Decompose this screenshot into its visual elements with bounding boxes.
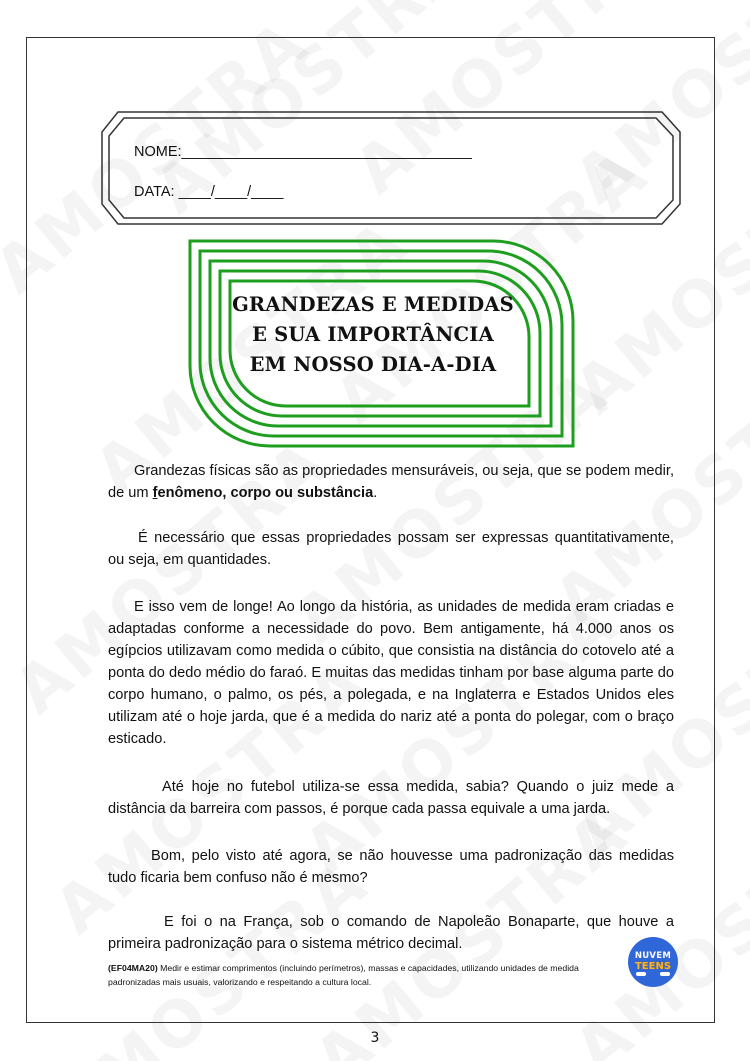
- title-line-2: E SUA IMPORTÂNCIA: [252, 323, 494, 346]
- paragraph-2: É necessário que essas propriedades possam ser expressas quantitativamente, ou seja, em quantidades.: [108, 530, 674, 568]
- paragraph-1: Grandezas físicas são as propriedades mensuráveis, ou seja, que se podem medir, de um fenômeno, corpo ou substância.: [108, 463, 674, 501]
- page-title: [228, 290, 518, 380]
- name-blank: ____________________________________: [181, 144, 472, 160]
- logo-line-1: NUVEM: [634, 951, 672, 961]
- bold-phrase: enômeno, corpo ou substância: [157, 485, 374, 501]
- name-label: NOME:: [134, 144, 182, 160]
- logo-line-2: TEENS: [634, 961, 672, 972]
- nuvem-teens-logo: [628, 937, 678, 987]
- paragraph-5: Bom, pelo visto até agora, se não houvesse uma padronização das medidas tudo ficaria bem confuso não é mesmo?: [108, 848, 674, 886]
- title-line-3: EM NOSSO DIA-A-DIA: [249, 353, 497, 376]
- bncc-code: (EF04MA20): [108, 963, 158, 973]
- name-date-box-frame: [100, 110, 682, 226]
- cloud-icon: [636, 972, 646, 976]
- bncc-skill-note: [108, 961, 628, 989]
- paragraph-4: Até hoje no futebol utiliza-se essa medida, sabia? Quando o juiz mede a distância da barreira com passos, é porque cada passa equivale a uma jarda.: [108, 779, 674, 817]
- date-blank: ____/____/____: [178, 184, 284, 200]
- date-field[interactable]: [134, 184, 283, 200]
- date-label: DATA:: [134, 184, 175, 200]
- cloud-icon: [660, 972, 670, 976]
- name-field[interactable]: [134, 144, 472, 160]
- title-line-1: GRANDEZAS E MEDIDAS: [232, 293, 514, 316]
- page-number: 3: [370, 1030, 380, 1046]
- paragraph-6: E foi o na França, sob o comando de Napoleão Bonaparte, que houve a primeira padronização para o sistema métrico decimal.: [108, 914, 674, 952]
- bncc-text: Medir e estimar comprimentos (incluindo perímetros), massas e capacidades, utilizando unidades de medida padronizadas mais usuais, valorizando e respeitando a cultura local.: [108, 963, 579, 987]
- paragraph-3: E isso vem de longe! Ao longo da história, as unidades de medida eram criadas e adaptadas conforme a necessidade do povo. Bem antigamente, há 4.000 anos os egípcios utilizavam como medida o cúbito, que consistia na distância do cotovelo até a ponta do dedo médio do faraó. E muitas das medidas tinham por base alguma parte do corpo humano, o palmo, os pés, a polegada, e na Inglaterra e Estados Unidos eles utilizam até o hoje jarda, que é a medida do nariz até a ponta do polegar, com o braço esticado.: [108, 599, 674, 747]
